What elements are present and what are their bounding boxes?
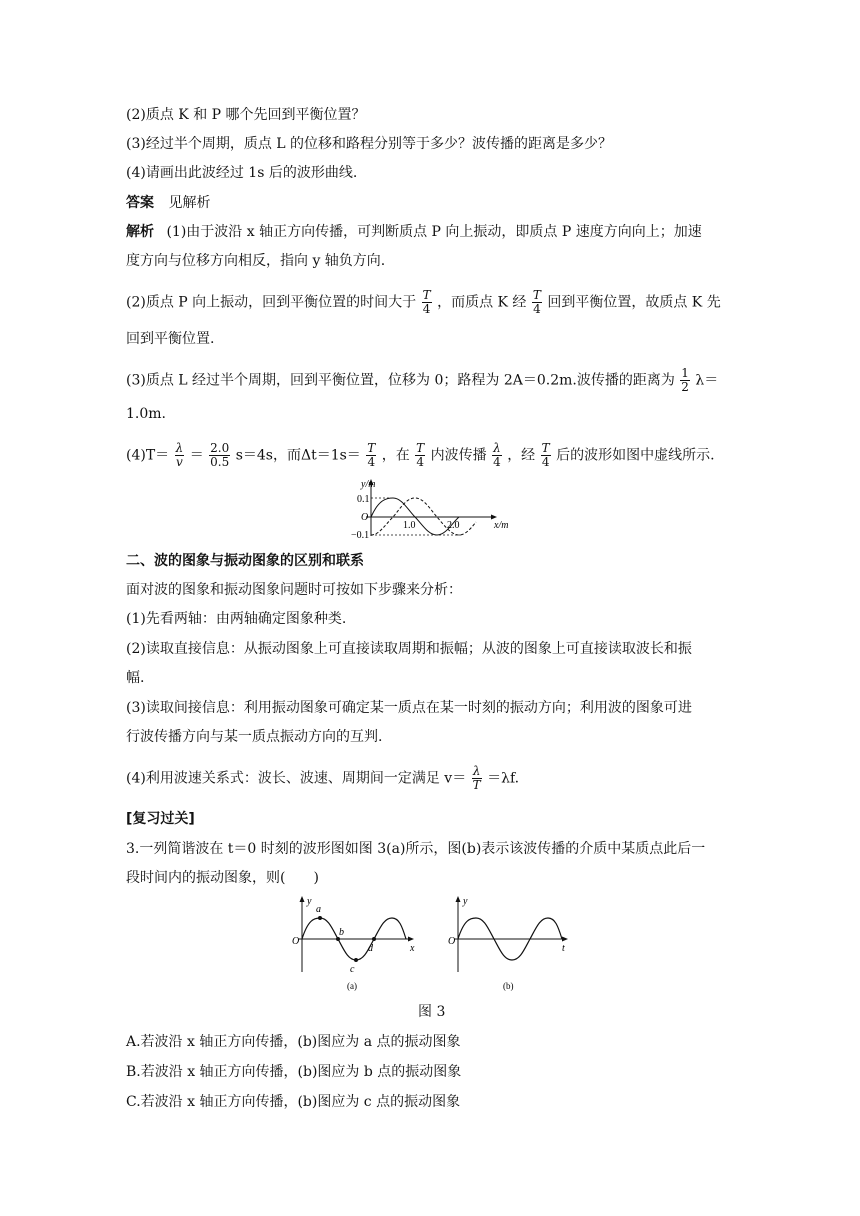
frac-num: λ [472,764,481,778]
frac-den: 4 [416,455,424,469]
fraction-lambda-over-4 [492,442,502,469]
analysis-3-part1: (3)质点 L 经过半个周期，回到平衡位置，位移为 0；路程为 2A＝0.2m.波传播的距离为 [126,372,675,389]
fraction-T-over-4 [532,289,542,316]
tick-minus-0-1: −0.1 [351,530,370,540]
review-q3-line-2: 段时间内的振动图象，则( ) [126,870,319,886]
answer-line [126,194,210,212]
point-a-label: a [316,904,321,915]
question-2: (2)质点 K 和 P 哪个先回到平衡位置？ [126,107,366,123]
analysis-3-line-2: 1.0m. [126,406,166,422]
y-axis-label: y [307,896,312,907]
option-a: A.若波沿 x 轴正方向传播，(b)图应为 a 点的振动图象 [126,1034,461,1050]
point-b-label: b [339,927,344,938]
point-c [354,958,358,962]
frac-den: v [176,455,183,469]
frac-den: 4 [493,455,501,469]
a4-eq: ＝ [189,447,204,464]
frac-num: λ [493,441,501,455]
frac-num: 2.0 [210,441,230,455]
frac-den: T [472,778,481,792]
fraction-T-over-4 [415,442,425,469]
frac-den: 0.5 [210,455,230,469]
a4-within: 内波传播 [430,447,487,464]
analysis-label: 解析 [126,224,154,240]
frac-num: λ [175,441,184,455]
analysis-1-text: (1)由于波沿 x 轴正方向传播，可判断质点 P 向上振动，即质点 P 速度方向向上；加速 [166,224,702,240]
fraction-1-over-2 [680,367,690,394]
frac-den: 4 [422,302,431,316]
a4-s: s＝4s，而Δt＝1s＝ [235,447,361,464]
fraction-T-over-4 [541,442,551,469]
y-axis-label: y [463,896,468,907]
section-2-intro: 面对波的图象和振动图象问题时可按如下步骤来分析： [126,582,462,598]
figure-a-label: (a) [347,981,357,991]
origin-label: O [448,936,456,947]
tick-1-0: 1.0 [403,520,416,531]
tick-0-1: 0.1 [357,494,370,505]
x-axis-arrow [491,515,497,520]
step-4-part1: (4)利用波速关系式：波长、波速、周期间一定满足 v＝ [126,770,467,787]
point-a [318,916,322,920]
figure-3b [442,892,576,992]
point-c-label: c [350,964,355,975]
step-4-part2: ＝λf. [487,770,520,787]
x-axis-arrow [408,937,414,942]
review-q3-line-1: 3.一列简谐波在 t＝0 时刻的波形图如图 3(a)所示，图(b)表示该波传播的介质中某质点此后一 [126,841,706,857]
origin-label: O [292,936,300,947]
analysis-2-part3: 回到平衡位置，故质点 K 先 [547,294,721,311]
question-4: (4)请画出此波经过 1s 后的波形曲线. [126,165,358,181]
frac-num: T [367,441,376,455]
answer-label: 答案 [126,195,154,211]
point-d [372,937,376,941]
point-d-label: d [368,943,373,954]
option-b: B.若波沿 x 轴正方向传播，(b)图应为 b 点的振动图象 [126,1064,462,1080]
a4-t: (4)T＝ [126,447,170,464]
question-3: (3)经过半个周期，质点 L 的位移和路程分别等于多少？波传播的距离是多少？ [126,136,613,152]
y-axis-arrow [300,896,305,902]
fraction-2-over-05 [209,442,230,469]
t-axis-arrow [562,937,568,942]
analysis-2-part2: ，而质点 K 经 [437,294,527,311]
frac-num: T [541,441,550,455]
option-c: C.若波沿 x 轴正方向传播，(b)图应为 c 点的振动图象 [126,1094,461,1110]
frac-num: T [416,441,425,455]
a4-after: ，经 [507,447,536,464]
step-3-line-1: (3)读取间接信息：利用振动图象可确定某一质点在某一时刻的振动方向；利用波的图象可进 [126,700,692,716]
frac-den: 4 [533,302,541,316]
y-axis-arrow [456,896,461,902]
figure-b-label: (b) [503,981,514,991]
step-2-line-2: 幅. [126,670,145,686]
fraction-lambda-over-T [472,765,482,792]
frac-num: 1 [681,366,689,380]
step-2-line-1: (2)读取直接信息：从振动图象上可直接读取周期和振幅；从波的图象上可直接读取波长和振 [126,641,692,657]
fraction-lambda-over-v [175,442,185,469]
figure-caption: 图 3 [418,1004,446,1020]
section-2-heading: 二、波的图象与振动图象的区别和联系 [126,553,364,569]
analysis-2-line-1 [126,289,721,316]
tick-2-0: 2.0 [447,520,460,531]
x-axis-label: x/m [494,520,509,531]
a4-end: 后的波形如图中虚线所示. [556,447,715,464]
frac-num: T [422,288,431,302]
x-axis-label: x [410,943,415,954]
wave-figure [336,478,526,540]
fraction-T-over-4 [366,442,376,469]
figure-3a [286,892,426,992]
frac-den: 4 [541,455,550,469]
analysis-1-line-2: 度方向与位移方向相反，指向 y 轴负方向. [126,253,386,269]
analysis-2-line-2: 回到平衡位置. [126,331,215,347]
analysis-3-line-1 [126,367,718,394]
answer-text: 见解析 [168,195,211,211]
y-axis-label: y/m [361,479,376,490]
frac-num: T [532,288,541,302]
step-4-line [126,765,519,792]
analysis-2-part1: (2)质点 P 向上振动，回到平衡位置的时间大于 [126,294,417,311]
frac-den: 2 [681,380,689,394]
origin-label: O [361,512,369,523]
analysis-line-1 [126,223,702,241]
analysis-3-part2: λ＝ [695,372,719,389]
analysis-4-line [126,442,715,469]
fraction-T-over-4 [422,289,432,316]
t-axis-label: t [562,943,565,954]
a4-in: ，在 [381,447,410,464]
step-3-line-2: 行波传播方向与某一质点振动方向的互判. [126,729,383,745]
frac-den: 4 [367,455,376,469]
review-heading: [复习过关] [126,811,195,827]
step-1: (1)先看两轴：由两轴确定图象种类. [126,611,347,627]
